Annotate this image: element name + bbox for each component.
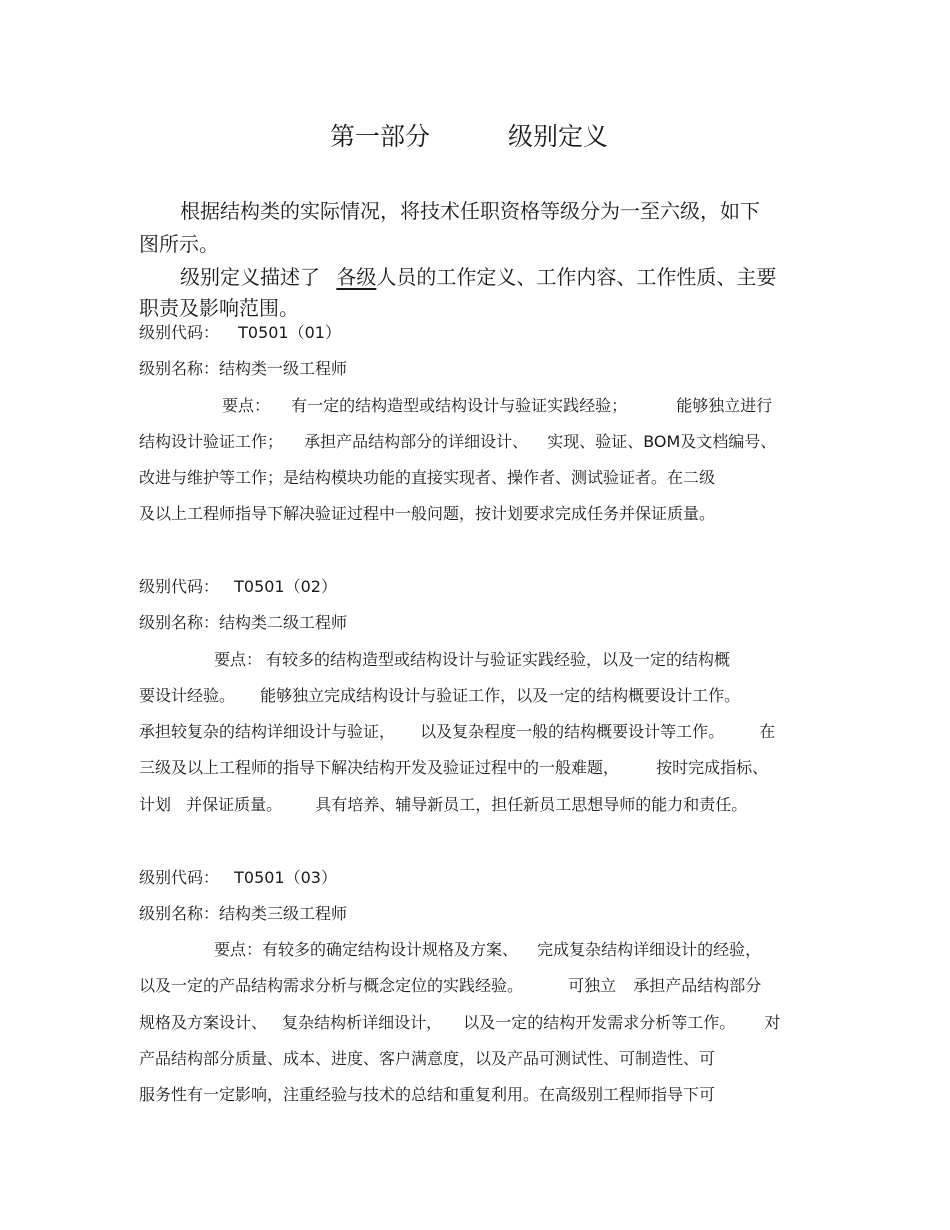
segment: 具有培养、辅导新员工，担任新员工思想导师的能力和责任。 [315, 795, 748, 814]
intro-p2-post: 人员的工作定义、工作内容、工作性质、主要 [376, 265, 777, 289]
level-code-label: 级别代码： [139, 868, 220, 887]
segment: 在 [759, 722, 776, 741]
level-code-value: T0501（01） [238, 323, 341, 342]
level-line [214, 647, 730, 670]
intro-p2-underline: 各级 [336, 265, 377, 289]
segment: 并保证质量。 [186, 795, 283, 814]
level-code-label: 级别代码： [139, 577, 220, 596]
intro-p1-line1: 根据结构类的实际情况，将技术任职资格等级分为一至六级，如下 [180, 199, 760, 223]
level-code-value: T0501（02） [234, 577, 337, 596]
level-line [222, 393, 772, 416]
level-line [139, 683, 740, 706]
level-line [139, 429, 776, 452]
intro-p2-line2: 职责及影响范围。 [139, 296, 299, 320]
segment: 能够独立完成结构设计与验证工作，以及一定的结构概要设计工作。 [260, 686, 741, 705]
segment: 以及一定的结构开发需求分析等工作。 [463, 1013, 736, 1032]
segment: 要点： [222, 396, 271, 415]
level-code-label: 级别代码： [139, 323, 220, 342]
segment: 要点： [214, 650, 263, 669]
level-line: 产品结构部分质量、成本、进度、客户满意度，以及产品可测试性、可制造性、可 [139, 1049, 716, 1068]
level-line [139, 792, 747, 815]
segment: 完成复杂结构详细设计的经验， [537, 940, 762, 959]
level-line: 服务性有一定影响，注重经验与技术的总结和重复利用。在高级别工程师指导下可 [139, 1085, 716, 1104]
segment: 按时完成指标、 [656, 758, 769, 777]
intro-p2-pre: 级别定义描述了 [180, 265, 320, 289]
level-line: 改进与维护等工作；是结构模块功能的直接实现者、操作者、测试验证者。在二级 [139, 468, 716, 487]
segment: 承担产品结构部分的详细设计、 [304, 432, 529, 451]
segment: 要点：有较多的确定结构设计规格及方案、 [214, 940, 519, 959]
segment: 有一定的结构造型或结构设计与验证实践经验； [291, 396, 628, 415]
segment: 可独立 [568, 976, 617, 995]
level-name-label: 级别名称： [139, 613, 220, 632]
level-code-row [139, 574, 337, 597]
segment: 复杂结构析详细设计， [282, 1013, 443, 1032]
level-name-value: 结构类一级工程师 [219, 359, 348, 378]
level-code-row [139, 320, 341, 343]
segment: 要设计经验。 [139, 686, 236, 705]
level-name-label: 级别名称： [139, 359, 220, 378]
level-code-row [139, 865, 337, 888]
level-line [139, 1010, 780, 1033]
level-name-row [139, 901, 347, 924]
segment: 承担产品结构部分 [633, 976, 762, 995]
section-title-part: 第一部分 [330, 122, 431, 151]
segment: 以及复杂程度一般的结构概要设计等工作。 [420, 722, 725, 741]
level-name-value: 结构类二级工程师 [219, 613, 348, 632]
segment: 结构设计验证工作； [139, 432, 284, 451]
intro-p1-line2: 图所示。 [139, 232, 219, 256]
level-line [214, 937, 761, 960]
level-name-label: 级别名称： [139, 904, 220, 923]
level-name-row [139, 356, 347, 379]
level-line [139, 973, 761, 996]
segment: 对 [764, 1013, 781, 1032]
level-name-row [139, 610, 347, 633]
segment: 计划 [139, 795, 172, 814]
segment: 三级及以上工程师的指导下解决结构开发及验证过程中的一般难题， [139, 758, 620, 777]
segment: 承担较复杂的结构详细设计与验证， [139, 722, 396, 741]
section-title-name: 级别定义 [508, 122, 609, 151]
level-code-value: T0501（03） [234, 868, 337, 887]
intro-p2-line1 [180, 261, 776, 290]
segment: 能够独立进行 [676, 396, 773, 415]
segment: 以及一定的产品结构需求分析与概念定位的实践经验。 [139, 976, 524, 995]
level-line [139, 719, 775, 742]
level-line [139, 755, 768, 778]
level-line: 及以上工程师指导下解决验证过程中一般问题，按计划要求完成任务并保证质量。 [139, 504, 716, 523]
segment: 有较多的结构造型或结构设计与验证实践经验，以及一定的结构概 [266, 650, 731, 669]
segment: 实现、验证、BOM及文档编号、 [547, 432, 777, 451]
segment: 规格及方案设计、 [139, 1013, 268, 1032]
level-name-value: 结构类三级工程师 [219, 904, 348, 923]
